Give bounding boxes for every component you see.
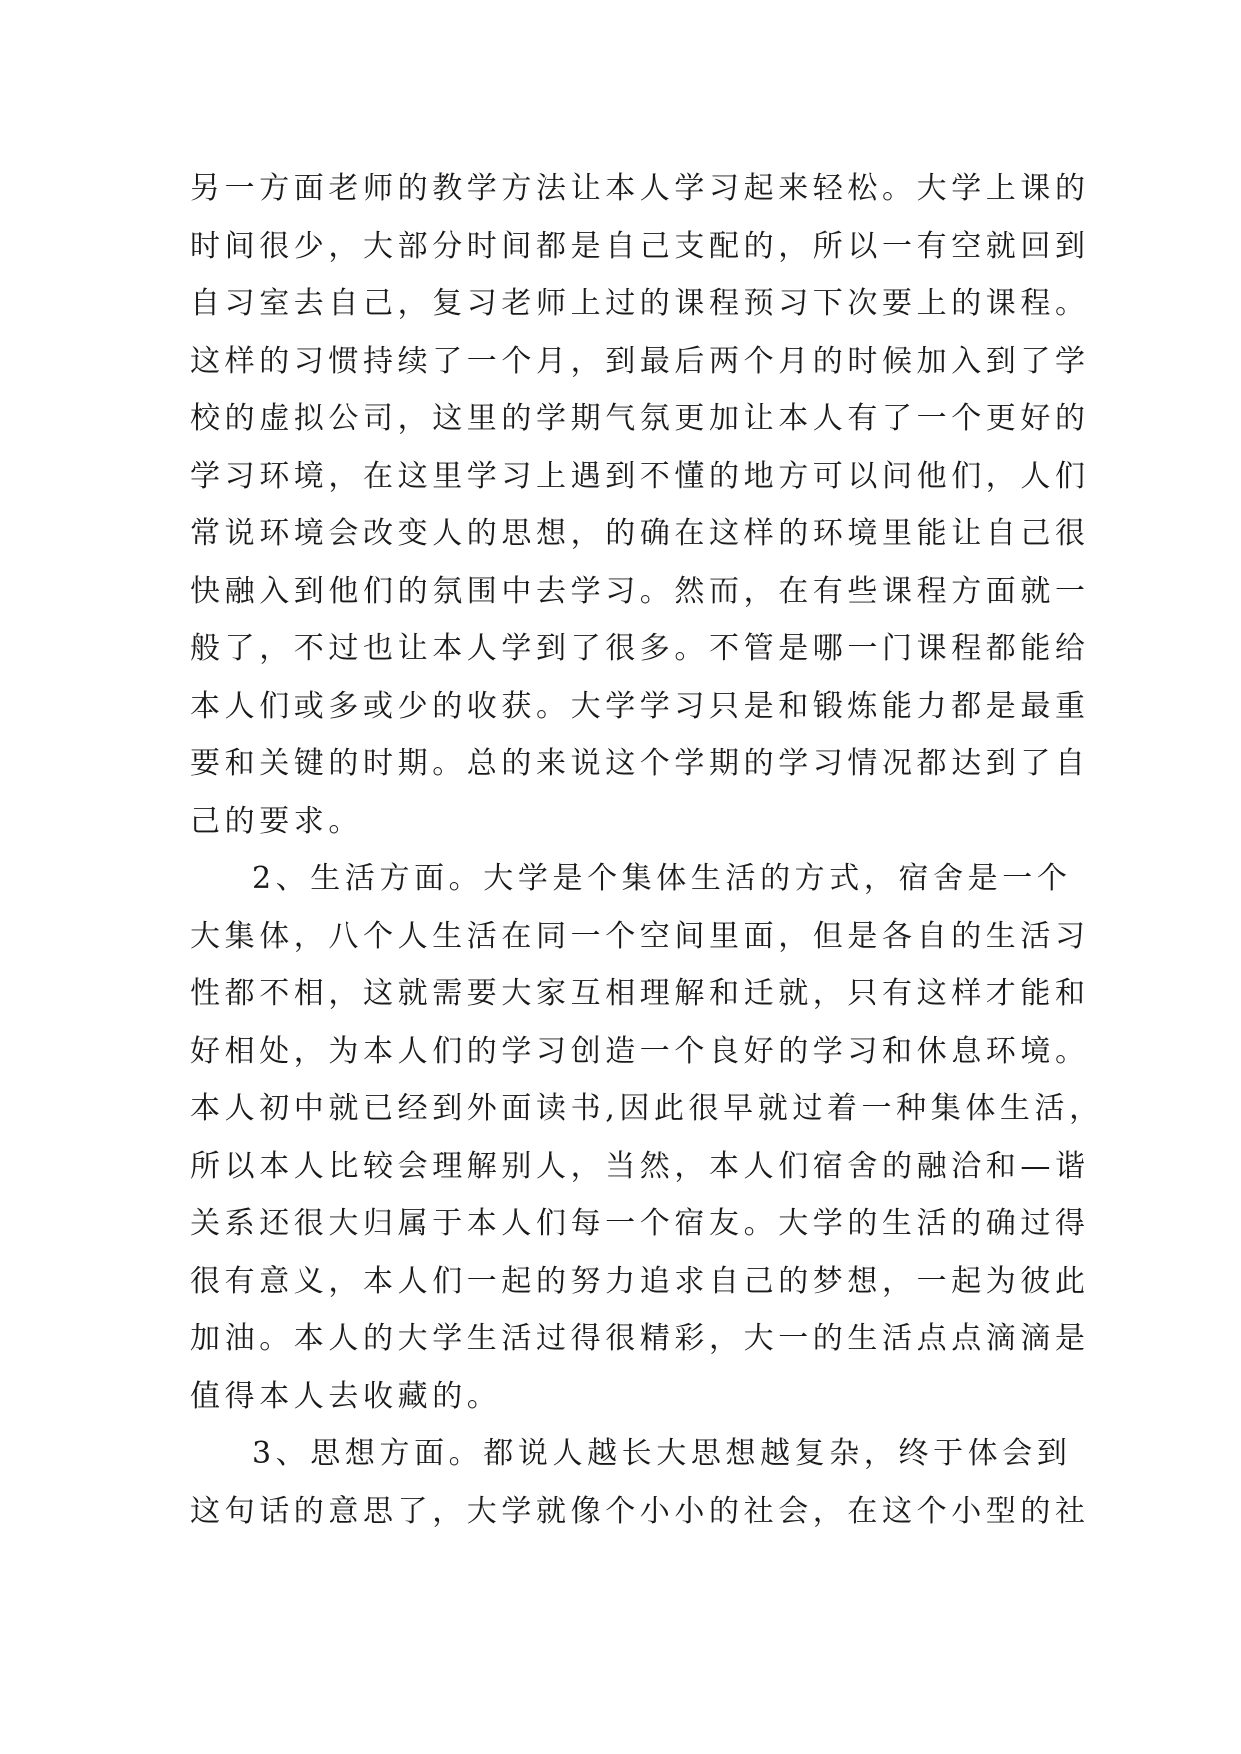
text-line: 关系还很大归属于本人们每一个宿友。大学的生活的确过得: [190, 1206, 1090, 1241]
text-line: 另一方面老师的教学方法让本人学习起来轻松。大学上课的: [190, 171, 1090, 206]
text-line: 好相处，为本人们的学习创造一个良好的学习和休息环境。: [190, 1033, 1090, 1069]
text-line: 校的虚拟公司，这里的学期气氛更加让本人有了一个更好的: [190, 401, 1090, 436]
body-text: [190, 160, 1104, 1540]
text-line: 性都不相，这就需要大家互相理解和迁就，只有这样才能和: [190, 976, 1090, 1011]
paragraph-heading-life: 2、生活方面。大学是个集体生活的方式，宿舍是一个: [252, 861, 1072, 896]
text-line: 很有意义，本人们一起的努力追求自己的梦想，一起为彼此: [190, 1263, 1090, 1299]
text-line: 本人们或多或少的收获。大学学习只是和锻炼能力都是最重: [190, 688, 1090, 724]
text-line: 己的要求。: [190, 803, 363, 839]
text-line: 学习环境，在这里学习上遇到不懂的地方可以问他们，人们: [190, 458, 1090, 494]
text-line: 值得本人去收藏的。: [190, 1378, 502, 1414]
text-line: 所以本人比较会理解别人，当然，本人们宿舍的融洽和—谐: [190, 1148, 1090, 1184]
text-line: 大集体，八个人生活在同一个空间里面，但是各自的生活习: [190, 918, 1090, 954]
text-line: 时间很少，大部分时间都是自己支配的，所以一有空就回到: [190, 228, 1090, 264]
text-line: 加油。本人的大学生活过得很精彩，大一的生活点点滴滴是: [190, 1321, 1090, 1356]
text-line: 常说环境会改变人的思想，的确在这样的环境里能让自己很: [190, 516, 1090, 551]
text-line: 快融入到他们的氛围中去学习。然而，在有些课程方面就一: [190, 573, 1090, 609]
text-line: 这样的习惯持续了一个月，到最后两个月的时候加入到了学: [190, 343, 1090, 379]
paragraph-heading-thought: 3、思想方面。都说人越长大思想越复杂，终于体会到: [252, 1436, 1072, 1471]
text-line: 本人初中就已经到外面读书,因此很早就过着一种集体生活，: [190, 1091, 1104, 1126]
text-line: 要和关键的时期。总的来说这个学期的学习情况都达到了自: [190, 746, 1090, 781]
text-line: 自习室去自己，复习老师上过的课程预习下次要上的课程。: [190, 286, 1090, 321]
text-line: 这句话的意思了，大学就像个小小的社会，在这个小型的社: [190, 1493, 1090, 1529]
text-line: 般了，不过也让本人学到了很多。不管是哪一门课程都能给: [190, 631, 1090, 666]
